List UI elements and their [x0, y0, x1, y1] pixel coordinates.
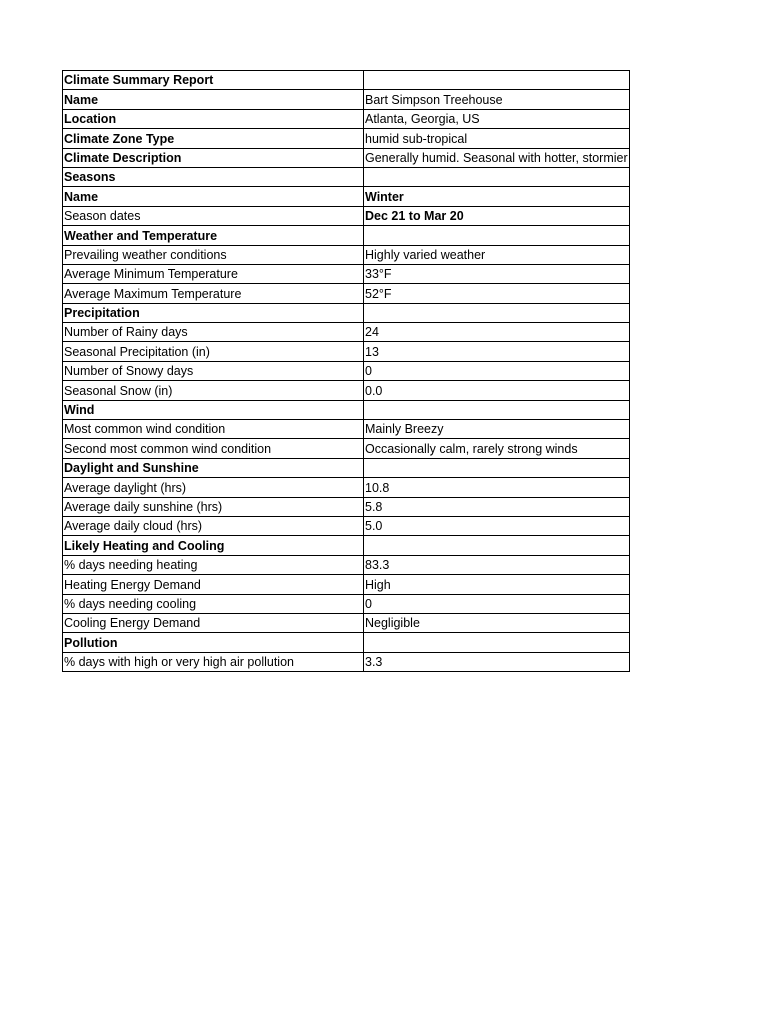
- row-value-cell: 83.3: [364, 555, 630, 574]
- row-label-cell: Climate Summary Report: [63, 71, 364, 90]
- row-label-cell: Daylight and Sunshine: [63, 458, 364, 477]
- row-label-cell: Number of Snowy days: [63, 361, 364, 380]
- table-row: [63, 361, 630, 380]
- row-value-cell: 24: [364, 323, 630, 342]
- row-label-cell: Prevailing weather conditions: [63, 245, 364, 264]
- climate-summary-table: [62, 70, 630, 672]
- row-value-cell: Winter: [364, 187, 630, 206]
- row-value-cell: Mainly Breezy: [364, 420, 630, 439]
- row-label-cell: Average daylight (hrs): [63, 478, 364, 497]
- row-label-cell: Average Maximum Temperature: [63, 284, 364, 303]
- row-value-cell: 5.0: [364, 516, 630, 535]
- row-label-cell: Pollution: [63, 633, 364, 652]
- table-row: [63, 342, 630, 361]
- row-label-cell: Seasonal Precipitation (in): [63, 342, 364, 361]
- row-label-cell: Wind: [63, 400, 364, 419]
- row-value-cell: Bart Simpson Treehouse: [364, 90, 630, 109]
- table-row: [63, 594, 630, 613]
- row-label-cell: Weather and Temperature: [63, 226, 364, 245]
- row-label-cell: % days with high or very high air pollution: [63, 652, 364, 671]
- table-row: [63, 613, 630, 632]
- row-value-cell: [364, 536, 630, 555]
- row-value-cell: 0: [364, 361, 630, 380]
- row-value-cell: Dec 21 to Mar 20: [364, 206, 630, 225]
- row-label-cell: Location: [63, 109, 364, 128]
- row-value-cell: High: [364, 575, 630, 594]
- table-row: [63, 652, 630, 671]
- row-label-cell: Average Minimum Temperature: [63, 264, 364, 283]
- row-value-cell: 0.0: [364, 381, 630, 400]
- row-label-cell: Average daily cloud (hrs): [63, 516, 364, 535]
- row-value-cell: [364, 226, 630, 245]
- row-value-cell: 13: [364, 342, 630, 361]
- row-value-cell: [364, 400, 630, 419]
- table-row: [63, 478, 630, 497]
- row-value-cell: Atlanta, Georgia, US: [364, 109, 630, 128]
- row-label-cell: Precipitation: [63, 303, 364, 322]
- table-row: [63, 555, 630, 574]
- section-header-row: [63, 536, 630, 555]
- row-value-cell: 5.8: [364, 497, 630, 516]
- row-label-cell: % days needing cooling: [63, 594, 364, 613]
- table-row: [63, 575, 630, 594]
- row-value-cell: Negligible: [364, 613, 630, 632]
- row-label-cell: Name: [63, 187, 364, 206]
- section-header-row: [63, 167, 630, 186]
- row-label-cell: Cooling Energy Demand: [63, 613, 364, 632]
- section-header-row: [63, 226, 630, 245]
- row-value-cell: 3.3: [364, 652, 630, 671]
- row-label-cell: Likely Heating and Cooling: [63, 536, 364, 555]
- row-value-cell: [364, 71, 630, 90]
- row-label-cell: Seasonal Snow (in): [63, 381, 364, 400]
- row-value-cell: Generally humid. Seasonal with hotter, stormier: [364, 148, 630, 167]
- table-row: [63, 245, 630, 264]
- row-label-cell: Climate Zone Type: [63, 129, 364, 148]
- table-row: [63, 148, 630, 167]
- row-value-cell: humid sub-tropical: [364, 129, 630, 148]
- table-row: [63, 439, 630, 458]
- row-label-cell: Number of Rainy days: [63, 323, 364, 342]
- row-label-cell: Season dates: [63, 206, 364, 225]
- row-label-cell: Most common wind condition: [63, 420, 364, 439]
- table-row: [63, 323, 630, 342]
- row-label-cell: Climate Description: [63, 148, 364, 167]
- table-row: [63, 129, 630, 148]
- row-value-cell: 52°F: [364, 284, 630, 303]
- row-label-cell: Name: [63, 90, 364, 109]
- row-value-cell: [364, 458, 630, 477]
- section-header-row: [63, 71, 630, 90]
- row-label-cell: % days needing heating: [63, 555, 364, 574]
- row-value-cell: 10.8: [364, 478, 630, 497]
- section-header-row: [63, 458, 630, 477]
- row-value-cell: [364, 633, 630, 652]
- section-header-row: [63, 303, 630, 322]
- row-label-cell: Heating Energy Demand: [63, 575, 364, 594]
- row-value-cell: Highly varied weather: [364, 245, 630, 264]
- row-label-cell: Second most common wind condition: [63, 439, 364, 458]
- section-header-row: [63, 633, 630, 652]
- table-row: [63, 420, 630, 439]
- table-row: [63, 381, 630, 400]
- table-row: [63, 264, 630, 283]
- section-header-row: [63, 187, 630, 206]
- section-header-row: [63, 400, 630, 419]
- table-row: [63, 497, 630, 516]
- table-row: [63, 109, 630, 128]
- climate-summary-body: [63, 71, 630, 672]
- row-value-cell: [364, 167, 630, 186]
- table-row: [63, 90, 630, 109]
- table-row: [63, 516, 630, 535]
- table-row: [63, 284, 630, 303]
- row-value-cell: 0: [364, 594, 630, 613]
- row-label-cell: Seasons: [63, 167, 364, 186]
- table-row: [63, 206, 630, 225]
- row-value-cell: Occasionally calm, rarely strong winds: [364, 439, 630, 458]
- row-label-cell: Average daily sunshine (hrs): [63, 497, 364, 516]
- row-value-cell: 33°F: [364, 264, 630, 283]
- row-value-cell: [364, 303, 630, 322]
